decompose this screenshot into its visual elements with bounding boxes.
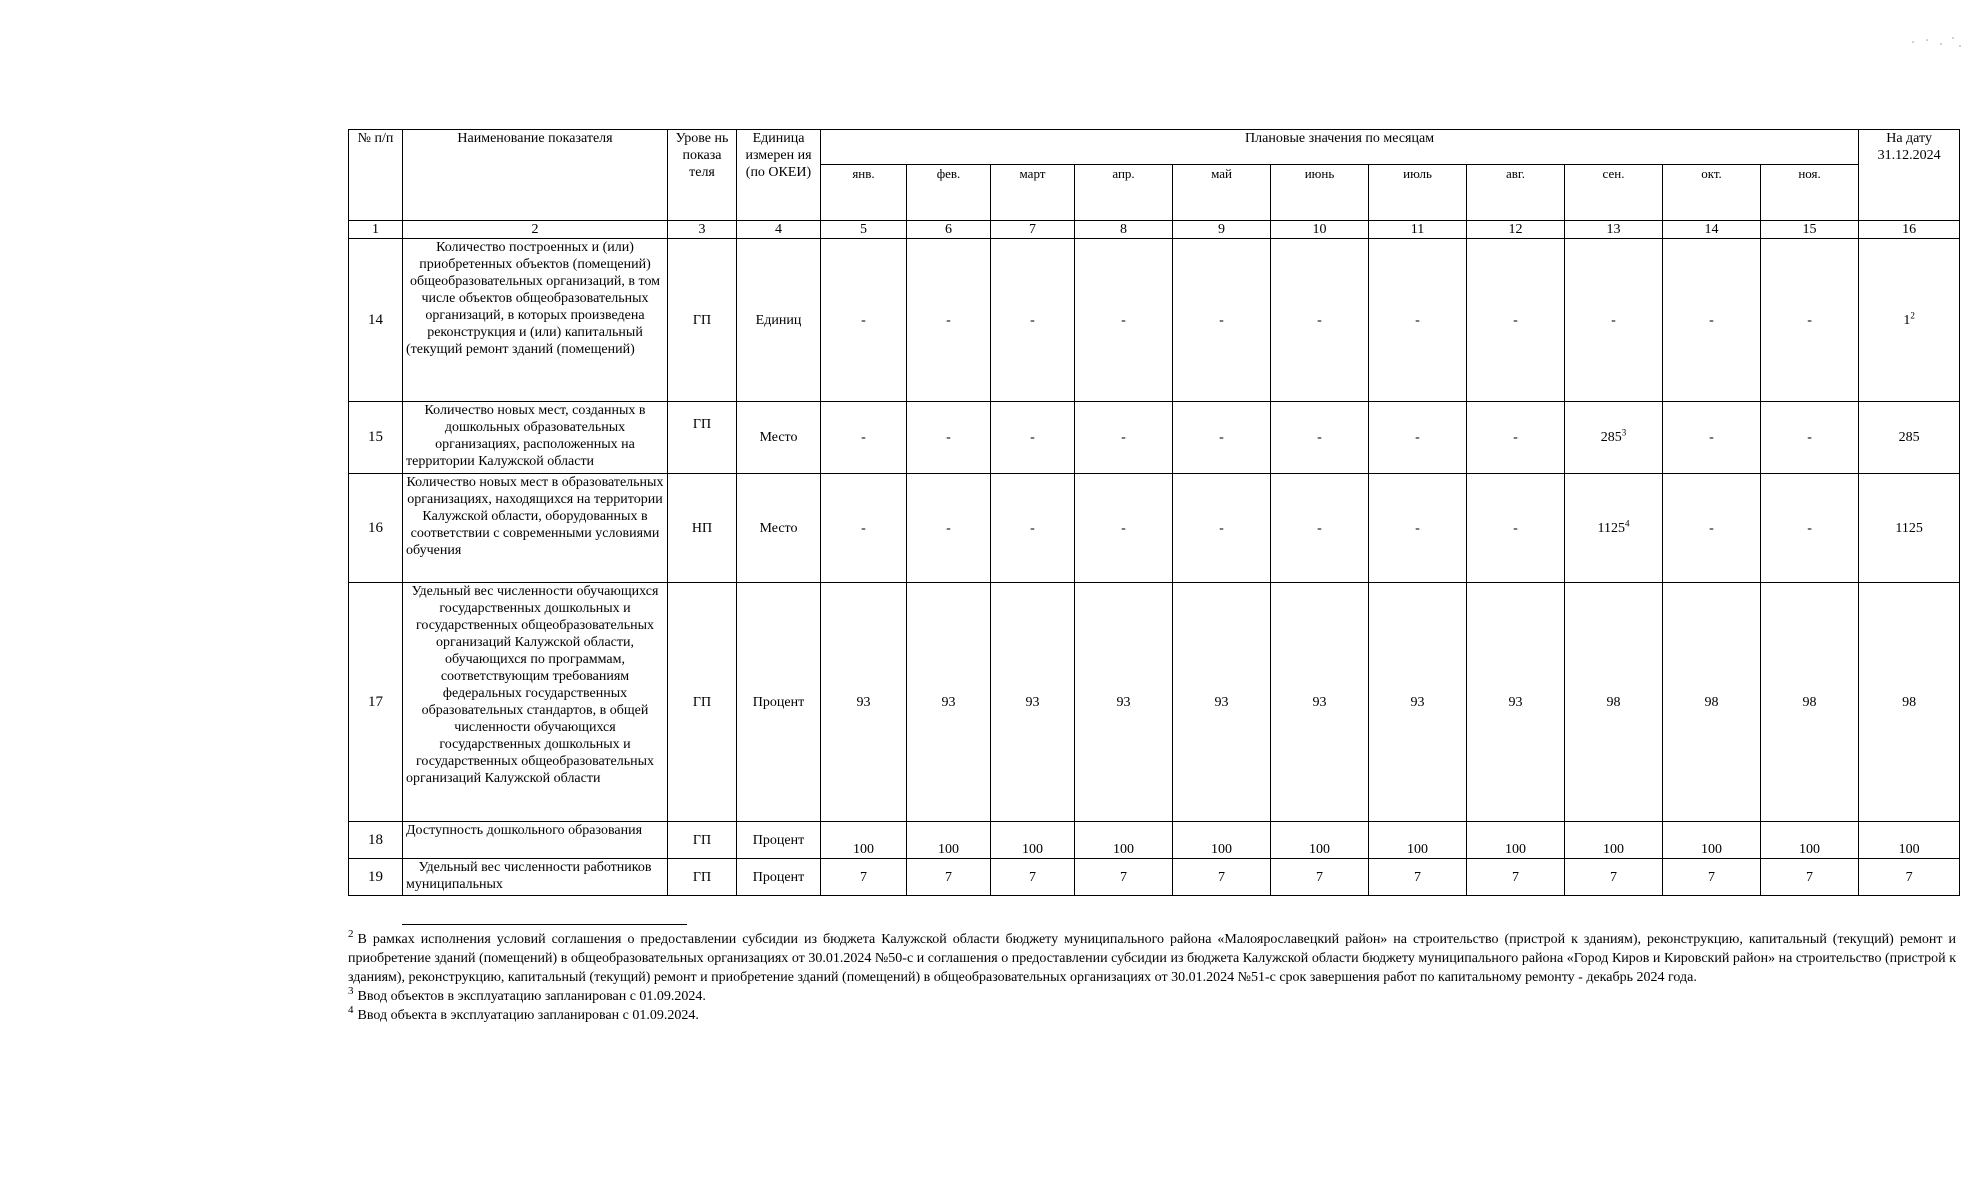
footnote (348, 930, 1956, 987)
value-text: 285 (1898, 430, 1920, 445)
month-value (1173, 402, 1271, 474)
month-header: апр. (1075, 165, 1173, 221)
value-text: - (1807, 520, 1812, 536)
month-value (1467, 822, 1565, 859)
indicator-level: ГП (668, 859, 737, 896)
column-index: 14 (1663, 221, 1761, 239)
month-value (1663, 402, 1761, 474)
value-text: 7 (860, 869, 867, 885)
month-value (991, 474, 1075, 583)
value-text: - (861, 312, 866, 328)
month-value (1565, 239, 1663, 402)
month-value (821, 822, 907, 859)
target-value (1859, 402, 1960, 474)
value-text: - (1121, 520, 1126, 536)
value-text: 7 (1512, 869, 1519, 885)
value-text: - (1513, 312, 1518, 328)
month-value (821, 859, 907, 896)
indicator-name: Удельный вес численности работников муниципальных (403, 859, 668, 896)
month-value (1467, 859, 1565, 896)
column-index: 15 (1761, 221, 1859, 239)
month-value (821, 402, 907, 474)
value-text: 100 (1211, 842, 1232, 857)
indicator-name: Количество новых мест, созданных в дошкольных образовательных организациях, расположенных на территории Калужской области (403, 402, 668, 474)
month-value (821, 583, 907, 822)
plan-values-table (348, 129, 1960, 896)
month-value (1369, 402, 1467, 474)
footnote-text: В рамках исполнения условий соглашения о предоставлении субсидии из бюджета Калужской области бюджету муниципального района «Малоярославецкий район» на строительство (пристрой к зданиям), реконструкцию, капитальный (текущий) ремонт и приобретение зданий (помещений) в общеобразовательных организациях от 30.01.2024 №50-с и соглашения о предоставлении субсидии из бюджета Калужской области бюджету муниципального района «Город Киров и Кировский район» на строительство (пристрой к зданиям), реконструкцию, капитальный (текущий) ремонт и приобретение зданий (помещений) в общеобразовательных организациях от 30.01.2024 №51-с срок завершения работ по капитальному ремонту - декабрь 2024 года. (348, 932, 1956, 985)
footnote-number: 4 (348, 1004, 354, 1017)
month-value (1271, 239, 1369, 402)
month-value (1761, 402, 1859, 474)
month-value (1173, 859, 1271, 896)
value-text: - (1219, 430, 1224, 445)
value-text: 1125 (1895, 520, 1923, 536)
header-monthly-plan: Плановые значения по месяцам (821, 130, 1859, 165)
month-value (907, 822, 991, 859)
value-text: 100 (1407, 842, 1428, 857)
month-value (1467, 583, 1565, 822)
target-value (1859, 583, 1960, 822)
value-text: - (1219, 520, 1224, 536)
table-row (349, 402, 1960, 474)
target-value (1859, 239, 1960, 402)
value-text: 93 (1116, 694, 1131, 710)
target-value (1859, 859, 1960, 896)
value-text: 7 (1806, 869, 1814, 885)
month-value (1761, 474, 1859, 583)
month-value (1271, 822, 1369, 859)
value-text: - (1415, 520, 1420, 536)
value-text: 7 (1610, 869, 1617, 885)
indicator-name: Доступность дошкольного образования (403, 822, 668, 859)
month-value (1663, 474, 1761, 583)
column-index: 4 (737, 221, 821, 239)
value-text: - (946, 520, 951, 536)
month-value (1075, 822, 1173, 859)
value-text: - (1807, 430, 1812, 445)
month-value (1565, 822, 1663, 859)
value-text: - (1415, 312, 1420, 328)
value-text: 100 (938, 842, 959, 857)
value-text: - (861, 430, 866, 445)
column-index: 16 (1859, 221, 1960, 239)
unit-of-measure: Процент (737, 822, 821, 859)
month-header: июнь (1271, 165, 1369, 221)
row-number: 14 (349, 239, 403, 402)
table-row (349, 239, 1960, 402)
row-number: 17 (349, 583, 403, 822)
month-value (991, 822, 1075, 859)
column-index: 12 (1467, 221, 1565, 239)
row-number: 15 (349, 402, 403, 474)
value-text: - (946, 430, 951, 445)
indicator-level: ГП (668, 583, 737, 822)
target-value (1859, 822, 1960, 859)
month-value (1369, 583, 1467, 822)
month-value (907, 239, 991, 402)
value-text: 1 (1903, 312, 1911, 328)
value-text: - (1513, 520, 1518, 536)
footnote (348, 987, 1956, 1006)
value-text: 7 (1316, 869, 1323, 885)
month-value (1467, 402, 1565, 474)
value-text: 100 (1799, 842, 1821, 857)
value-text: - (1030, 430, 1035, 445)
month-value (1075, 239, 1173, 402)
column-index: 3 (668, 221, 737, 239)
month-value (991, 402, 1075, 474)
month-value (991, 859, 1075, 896)
month-value (1761, 859, 1859, 896)
value-text: 100 (1309, 842, 1330, 857)
month-header: янв. (821, 165, 907, 221)
indicator-level: ГП (668, 402, 737, 474)
month-header: фев. (907, 165, 991, 221)
table-body (349, 239, 1960, 896)
unit-of-measure: Процент (737, 859, 821, 896)
value-text: - (1317, 520, 1322, 536)
header-unit: Единица измерен ия (по ОКЕИ) (737, 130, 821, 221)
value-text: 7 (1708, 869, 1715, 885)
month-value (1271, 859, 1369, 896)
footnote-text: Ввод объектов в эксплуатацию запланирован с 01.09.2024. (357, 989, 706, 1004)
row-number: 16 (349, 474, 403, 583)
month-value (1663, 859, 1761, 896)
month-value (1565, 859, 1663, 896)
month-header: ноя. (1761, 165, 1859, 221)
month-value (1369, 859, 1467, 896)
value-text: 98 (1802, 694, 1817, 710)
value-text: 100 (1898, 842, 1920, 857)
value-text: 100 (1022, 842, 1043, 857)
row-number: 18 (349, 822, 403, 859)
header-target-date: На дату 31.12.2024 (1859, 130, 1960, 221)
month-value (1369, 822, 1467, 859)
value-text: - (1709, 312, 1714, 328)
table-row (349, 822, 1960, 859)
value-text: 93 (941, 694, 956, 710)
month-value (821, 474, 907, 583)
footnote-separator (402, 924, 687, 925)
column-index-row (349, 221, 1960, 239)
month-value (1271, 583, 1369, 822)
value-text: - (1317, 430, 1322, 445)
table-header (349, 130, 1960, 239)
value-text: 1125 (1597, 520, 1625, 536)
value-text: 7 (945, 869, 952, 885)
value-text: 7 (1414, 869, 1421, 885)
footnote-number: 3 (348, 985, 354, 998)
value-text: 100 (1701, 842, 1722, 857)
month-value (1075, 859, 1173, 896)
value-text: 7 (1029, 869, 1036, 885)
value-text: - (1121, 430, 1126, 445)
indicator-name: Количество построенных и (или) приобретенных объектов (помещений) общеобразовательных организаций, в том числе объектов общеобразовательных организаций, в которых произведена реконструкция и (или) капитальный (текущий ремонт зданий (помещений) (403, 239, 668, 402)
footnote-number: 2 (348, 928, 354, 941)
month-value (1075, 402, 1173, 474)
value-text: 285 (1600, 430, 1622, 445)
scan-artifact-mark (1905, 30, 1965, 54)
month-value (1075, 474, 1173, 583)
value-text: 93 (1312, 694, 1327, 710)
month-value (1173, 822, 1271, 859)
column-index: 1 (349, 221, 403, 239)
month-value (1663, 239, 1761, 402)
value-text: 93 (1508, 694, 1523, 710)
footnote (348, 1006, 1956, 1025)
month-value (991, 583, 1075, 822)
value-text: 100 (1603, 842, 1624, 857)
value-text: - (861, 520, 866, 536)
month-value (1173, 239, 1271, 402)
footnote-ref: 2 (1910, 309, 1915, 320)
table-row (349, 859, 1960, 896)
value-text: 93 (1025, 694, 1040, 710)
indicator-name: Количество новых мест в образовательных организациях, находящихся на территории Калужской области, оборудованных в соответствии с современными условиями обучения (403, 474, 668, 583)
month-value (1369, 474, 1467, 583)
column-index: 6 (907, 221, 991, 239)
value-text: 93 (1214, 694, 1229, 710)
column-index: 11 (1369, 221, 1467, 239)
column-index: 7 (991, 221, 1075, 239)
value-text: - (1709, 520, 1714, 536)
column-index: 13 (1565, 221, 1663, 239)
value-text: - (1415, 430, 1420, 445)
unit-of-measure: Единиц (737, 239, 821, 402)
value-text: - (1807, 312, 1812, 328)
value-text: 7 (1218, 869, 1225, 885)
month-value (907, 859, 991, 896)
month-value (1467, 239, 1565, 402)
header-indicator-name: Наименование показателя (403, 130, 668, 221)
unit-of-measure: Место (737, 402, 821, 474)
value-text: - (1219, 312, 1224, 328)
month-value (1271, 474, 1369, 583)
month-value (1075, 583, 1173, 822)
indicator-level: ГП (668, 239, 737, 402)
month-value (1565, 402, 1663, 474)
month-value (821, 239, 907, 402)
value-text: - (1709, 430, 1714, 445)
column-index: 2 (403, 221, 668, 239)
value-text: 98 (1902, 694, 1917, 710)
month-value (907, 402, 991, 474)
month-header: март (991, 165, 1075, 221)
month-header: июль (1369, 165, 1467, 221)
column-index: 5 (821, 221, 907, 239)
header-level: Урове нь показа теля (668, 130, 737, 221)
value-text: 100 (1505, 842, 1526, 857)
value-text: 7 (1120, 869, 1127, 885)
month-header: сен. (1565, 165, 1663, 221)
month-value (1271, 402, 1369, 474)
table-row (349, 474, 1960, 583)
footnote-ref: 3 (1621, 427, 1627, 438)
month-value (991, 239, 1075, 402)
month-value (1761, 822, 1859, 859)
footnote-text: Ввод объекта в эксплуатацию запланирован с 01.09.2024. (357, 1008, 699, 1023)
unit-of-measure: Процент (737, 583, 821, 822)
value-text: - (1611, 312, 1616, 328)
header-num: № п/п (349, 130, 403, 221)
month-header: май (1173, 165, 1271, 221)
value-text: 93 (1410, 694, 1425, 710)
unit-of-measure: Место (737, 474, 821, 583)
month-value (907, 583, 991, 822)
indicator-level: НП (668, 474, 737, 583)
value-text: 98 (1606, 694, 1621, 710)
month-value (1369, 239, 1467, 402)
value-text: - (1030, 312, 1035, 328)
month-value (907, 474, 991, 583)
month-value (1663, 822, 1761, 859)
month-header: окт. (1663, 165, 1761, 221)
column-index: 10 (1271, 221, 1369, 239)
value-text: - (1121, 312, 1126, 328)
month-value (1663, 583, 1761, 822)
indicator-name: Удельный вес численности обучающихся государственных дошкольных и государственных общеобразовательных организаций Калужской области, обучающихся по программам, соответствующим требованиям федеральных государственных образовательных стандартов, в общей численности обучающихся государственных дошкольных и государственных общеобразовательных организаций Калужской области (403, 583, 668, 822)
indicator-level: ГП (668, 822, 737, 859)
target-value (1859, 474, 1960, 583)
column-index: 9 (1173, 221, 1271, 239)
month-value (1761, 583, 1859, 822)
value-text: - (1030, 520, 1035, 536)
value-text: 100 (853, 842, 874, 857)
value-text: 93 (856, 694, 871, 710)
value-text: 100 (1113, 842, 1134, 857)
value-text: - (1317, 312, 1322, 328)
column-index: 8 (1075, 221, 1173, 239)
value-text: 7 (1905, 869, 1913, 885)
value-text: - (1513, 430, 1518, 445)
month-header: авг. (1467, 165, 1565, 221)
value-text: 98 (1704, 694, 1719, 710)
month-value (1467, 474, 1565, 583)
value-text: - (946, 312, 951, 328)
month-value (1565, 583, 1663, 822)
month-value (1761, 239, 1859, 402)
footnote-ref: 4 (1624, 517, 1630, 528)
footnotes (348, 930, 1956, 1025)
row-number: 19 (349, 859, 403, 896)
month-value (1565, 474, 1663, 583)
month-value (1173, 474, 1271, 583)
month-value (1173, 583, 1271, 822)
table-row (349, 583, 1960, 822)
